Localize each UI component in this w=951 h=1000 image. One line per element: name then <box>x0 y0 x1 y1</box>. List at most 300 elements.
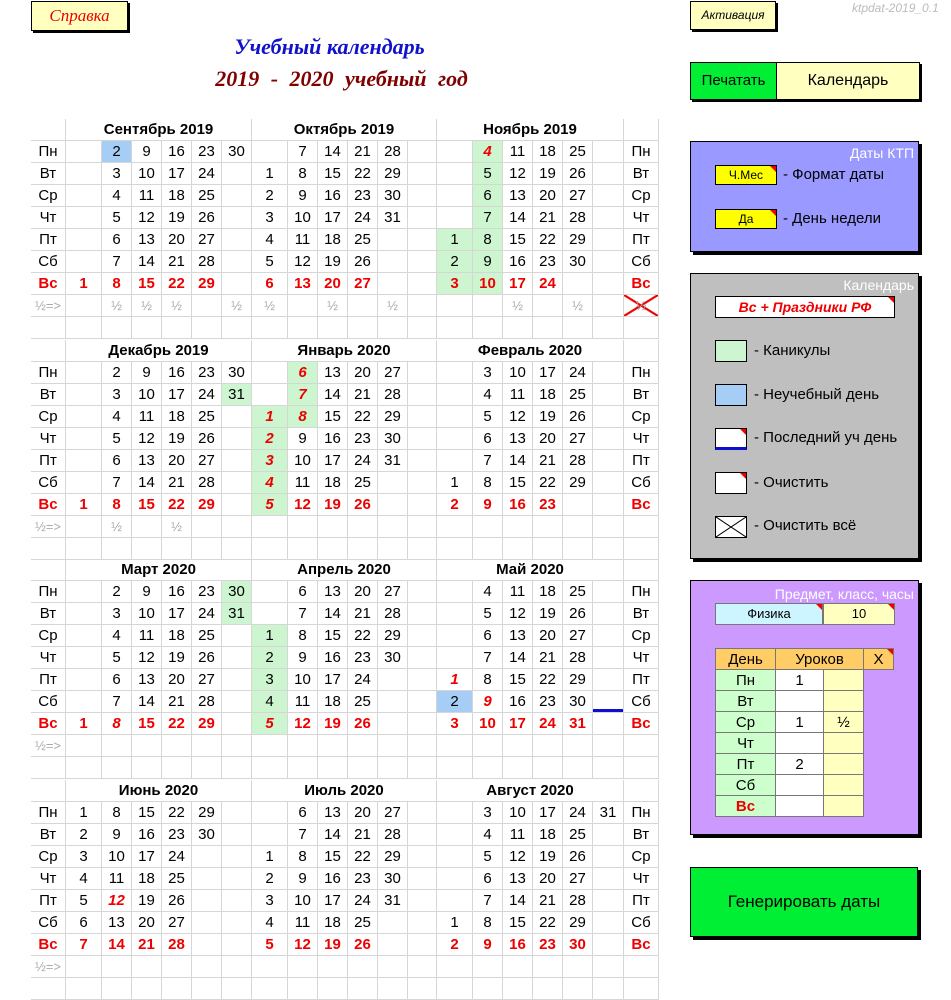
lessons-input[interactable] <box>776 733 824 754</box>
day-cell[interactable]: 2 <box>102 141 132 163</box>
blank-cell[interactable] <box>318 317 348 339</box>
half-cell[interactable]: ½ <box>222 295 252 317</box>
weekday-label-right[interactable]: Сб <box>624 251 659 273</box>
day-cell[interactable]: 30 <box>378 185 408 207</box>
day-cell[interactable]: 13 <box>503 185 533 207</box>
blank-cell[interactable] <box>437 317 473 339</box>
day-cell[interactable] <box>66 603 102 625</box>
day-cell[interactable]: 12 <box>288 494 318 516</box>
day-cell[interactable] <box>66 384 102 406</box>
half-lesson-input[interactable]: ½ <box>824 712 864 733</box>
day-cell[interactable]: 31 <box>378 207 408 229</box>
half-cell[interactable] <box>66 516 102 538</box>
weekday-dropdown[interactable]: Да <box>715 209 777 229</box>
day-cell[interactable]: 8 <box>473 229 503 251</box>
day-cell[interactable] <box>437 868 473 890</box>
day-cell[interactable]: 13 <box>132 669 162 691</box>
day-cell[interactable]: 1 <box>66 494 102 516</box>
day-cell[interactable]: 22 <box>533 472 563 494</box>
weekday-label-right[interactable]: Ср <box>624 625 659 647</box>
day-cell[interactable] <box>222 207 252 229</box>
day-cell[interactable]: 22 <box>348 163 378 185</box>
half-cell[interactable] <box>252 735 288 757</box>
weekday-label-left[interactable]: Сб <box>31 472 66 494</box>
day-cell[interactable]: 5 <box>252 251 288 273</box>
day-cell[interactable] <box>437 802 473 824</box>
lastday-swatch[interactable] <box>715 428 747 450</box>
day-cell[interactable] <box>192 934 222 956</box>
half-cell-crossed[interactable]: ½ <box>624 295 659 317</box>
day-cell[interactable]: 13 <box>132 229 162 251</box>
day-cell[interactable] <box>66 251 102 273</box>
day-cell[interactable]: 20 <box>348 581 378 603</box>
day-cell[interactable]: 15 <box>132 273 162 295</box>
blank-cell[interactable] <box>132 538 162 560</box>
day-cell[interactable] <box>408 273 437 295</box>
day-cell[interactable]: 6 <box>288 802 318 824</box>
day-cell[interactable]: 4 <box>102 185 132 207</box>
half-row-right[interactable] <box>624 735 659 757</box>
weekday-label-left[interactable]: Чт <box>31 428 66 450</box>
day-cell[interactable]: 10 <box>503 802 533 824</box>
day-cell[interactable]: 25 <box>563 141 593 163</box>
day-cell[interactable] <box>66 207 102 229</box>
weekday-label-right[interactable]: Пн <box>624 141 659 163</box>
day-cell[interactable]: 10 <box>102 846 132 868</box>
blank-row[interactable] <box>31 538 66 560</box>
half-cell[interactable] <box>473 295 503 317</box>
day-cell[interactable]: 22 <box>348 625 378 647</box>
month-header[interactable]: Апрель 2020 <box>252 559 437 581</box>
day-cell[interactable] <box>408 713 437 735</box>
day-cell[interactable] <box>378 494 408 516</box>
month-header[interactable]: Август 2020 <box>437 780 624 802</box>
day-cell[interactable] <box>222 428 252 450</box>
day-cell[interactable] <box>222 450 252 472</box>
weekday-label-left[interactable]: Вс <box>31 494 66 516</box>
day-cell[interactable] <box>222 163 252 185</box>
blank-cell[interactable] <box>288 538 318 560</box>
lessons-input[interactable] <box>776 691 824 712</box>
day-cell[interactable]: 28 <box>563 890 593 912</box>
day-cell[interactable]: 5 <box>102 428 132 450</box>
day-cell[interactable]: 10 <box>503 362 533 384</box>
blank-cell[interactable] <box>162 538 192 560</box>
day-cell[interactable]: 19 <box>318 494 348 516</box>
day-cell[interactable]: 27 <box>192 229 222 251</box>
half-cell[interactable] <box>192 295 222 317</box>
day-cell[interactable]: 21 <box>348 384 378 406</box>
day-cell[interactable]: 29 <box>192 273 222 295</box>
weekday-label-left[interactable]: Ср <box>31 185 66 207</box>
day-cell[interactable]: 29 <box>563 229 593 251</box>
day-cell[interactable]: 4 <box>252 472 288 494</box>
day-cell[interactable]: 1 <box>252 625 288 647</box>
day-cell[interactable]: 22 <box>533 229 563 251</box>
day-cell[interactable]: 17 <box>533 802 563 824</box>
day-cell[interactable]: 7 <box>473 450 503 472</box>
blank-row-right[interactable] <box>624 757 659 779</box>
half-lesson-input[interactable] <box>824 691 864 712</box>
month-header[interactable]: Сентябрь 2019 <box>66 119 252 141</box>
day-cell[interactable]: 23 <box>348 647 378 669</box>
blank-cell[interactable] <box>473 978 503 1000</box>
day-cell[interactable]: 11 <box>503 824 533 846</box>
day-cell[interactable]: 27 <box>563 625 593 647</box>
day-cell[interactable] <box>378 229 408 251</box>
day-cell[interactable] <box>408 824 437 846</box>
day-cell[interactable] <box>437 603 473 625</box>
blank-cell[interactable] <box>192 538 222 560</box>
day-cell[interactable] <box>222 912 252 934</box>
half-cell[interactable] <box>593 295 624 317</box>
day-cell[interactable] <box>222 273 252 295</box>
month-header[interactable]: Декабрь 2019 <box>66 340 252 362</box>
half-cell[interactable] <box>132 956 162 978</box>
day-cell[interactable] <box>252 824 288 846</box>
day-cell[interactable]: 21 <box>348 824 378 846</box>
half-cell[interactable] <box>132 516 162 538</box>
weekday-label-right[interactable]: Пн <box>624 362 659 384</box>
blank-cell[interactable] <box>318 538 348 560</box>
blank-cell[interactable] <box>102 757 132 779</box>
day-cell[interactable]: 10 <box>132 163 162 185</box>
day-cell[interactable]: 22 <box>348 846 378 868</box>
weekday-label-right[interactable]: Вт <box>624 824 659 846</box>
day-cell[interactable]: 23 <box>348 185 378 207</box>
day-cell[interactable]: 9 <box>473 691 503 713</box>
day-cell[interactable] <box>222 647 252 669</box>
day-cell[interactable]: 18 <box>132 868 162 890</box>
day-cell[interactable]: 17 <box>318 669 348 691</box>
day-cell[interactable]: 26 <box>348 713 378 735</box>
day-cell[interactable]: 4 <box>252 912 288 934</box>
day-cell[interactable] <box>66 647 102 669</box>
date-format-dropdown[interactable]: Ч.Мес <box>715 165 777 185</box>
day-cell[interactable] <box>593 362 624 384</box>
day-cell[interactable]: 4 <box>102 625 132 647</box>
day-cell[interactable]: 15 <box>503 229 533 251</box>
blank-cell[interactable] <box>318 757 348 779</box>
day-cell[interactable]: 6 <box>288 581 318 603</box>
day-cell[interactable]: 9 <box>288 185 318 207</box>
day-cell[interactable]: 17 <box>318 207 348 229</box>
day-cell[interactable] <box>408 185 437 207</box>
day-cell[interactable]: 19 <box>162 428 192 450</box>
day-cell[interactable]: 22 <box>348 406 378 428</box>
day-cell[interactable]: 24 <box>563 802 593 824</box>
day-cell[interactable]: 23 <box>192 581 222 603</box>
day-cell[interactable]: 23 <box>533 934 563 956</box>
day-cell[interactable]: 20 <box>533 625 563 647</box>
day-cell[interactable]: 18 <box>162 625 192 647</box>
lessons-input[interactable]: 1 <box>776 712 824 733</box>
day-cell[interactable] <box>222 846 252 868</box>
half-cell[interactable]: ½ <box>102 516 132 538</box>
day-cell[interactable]: 18 <box>533 824 563 846</box>
day-cell[interactable]: 1 <box>437 472 473 494</box>
blank-cell[interactable] <box>348 978 378 1000</box>
day-cell[interactable]: 1 <box>66 273 102 295</box>
day-cell[interactable]: 14 <box>102 934 132 956</box>
weekday-label-right[interactable]: Сб <box>624 691 659 713</box>
blank-cell[interactable] <box>473 317 503 339</box>
day-cell[interactable]: 15 <box>503 472 533 494</box>
half-cell[interactable] <box>252 956 288 978</box>
weekday-label-right[interactable]: Чт <box>624 647 659 669</box>
weekday-label-right[interactable]: Вс <box>624 934 659 956</box>
day-cell[interactable]: 11 <box>288 472 318 494</box>
day-cell[interactable]: 30 <box>563 691 593 713</box>
day-cell[interactable] <box>593 450 624 472</box>
day-cell[interactable]: 1 <box>252 846 288 868</box>
day-cell[interactable]: 19 <box>318 934 348 956</box>
blank-row-right[interactable] <box>624 317 659 339</box>
day-cell[interactable]: 24 <box>348 207 378 229</box>
weekday-label-left[interactable]: Пт <box>31 450 66 472</box>
day-cell[interactable]: 8 <box>102 713 132 735</box>
grid-corner-left[interactable] <box>31 780 66 802</box>
day-cell[interactable]: 23 <box>192 362 222 384</box>
day-cell[interactable]: 3 <box>473 362 503 384</box>
day-cell[interactable] <box>222 802 252 824</box>
day-cell[interactable]: 10 <box>288 890 318 912</box>
weekday-label-right[interactable]: Ср <box>624 846 659 868</box>
day-cell[interactable]: 13 <box>503 625 533 647</box>
day-cell[interactable]: 9 <box>102 824 132 846</box>
day-cell[interactable]: 12 <box>288 251 318 273</box>
day-cell[interactable]: 21 <box>533 647 563 669</box>
holiday-mode-dropdown[interactable]: Вс + Праздники РФ <box>715 296 895 318</box>
day-cell[interactable]: 31 <box>222 603 252 625</box>
day-cell[interactable] <box>378 669 408 691</box>
day-cell[interactable]: 22 <box>162 802 192 824</box>
half-cell[interactable] <box>378 516 408 538</box>
day-cell[interactable]: 14 <box>503 647 533 669</box>
day-cell[interactable]: 24 <box>348 450 378 472</box>
day-cell[interactable]: 16 <box>503 691 533 713</box>
day-cell[interactable]: 27 <box>563 868 593 890</box>
day-cell[interactable]: 28 <box>563 207 593 229</box>
day-cell[interactable]: 28 <box>192 251 222 273</box>
blank-cell[interactable] <box>378 757 408 779</box>
day-cell[interactable]: 21 <box>162 472 192 494</box>
blank-cell[interactable] <box>533 538 563 560</box>
day-cell[interactable] <box>408 912 437 934</box>
day-cell[interactable] <box>593 934 624 956</box>
day-cell[interactable] <box>66 185 102 207</box>
day-cell[interactable]: 7 <box>102 691 132 713</box>
day-cell[interactable]: 18 <box>162 406 192 428</box>
half-cell[interactable] <box>66 735 102 757</box>
day-cell[interactable] <box>66 163 102 185</box>
day-cell[interactable] <box>408 691 437 713</box>
day-cell[interactable] <box>437 846 473 868</box>
day-cell[interactable] <box>222 251 252 273</box>
day-cell[interactable]: 7 <box>288 384 318 406</box>
blank-cell[interactable] <box>288 978 318 1000</box>
day-cell[interactable]: 31 <box>378 450 408 472</box>
day-cell[interactable]: 18 <box>533 581 563 603</box>
generate-dates-button[interactable]: Генерировать даты <box>690 867 918 937</box>
weekday-label-left[interactable]: Вс <box>31 273 66 295</box>
blank-cell[interactable] <box>437 757 473 779</box>
day-cell[interactable] <box>593 185 624 207</box>
weekday-label-right[interactable]: Сб <box>624 472 659 494</box>
blank-cell[interactable] <box>252 317 288 339</box>
half-row-label[interactable]: ½=> <box>31 735 66 757</box>
day-cell[interactable]: 3 <box>252 450 288 472</box>
day-cell[interactable]: 16 <box>318 185 348 207</box>
day-cell[interactable]: 26 <box>348 494 378 516</box>
blank-cell[interactable] <box>66 317 102 339</box>
day-cell[interactable]: 7 <box>473 647 503 669</box>
day-cell[interactable]: 14 <box>318 603 348 625</box>
day-cell[interactable]: 2 <box>437 494 473 516</box>
day-cell[interactable] <box>378 691 408 713</box>
day-cell[interactable] <box>437 406 473 428</box>
blank-cell[interactable] <box>533 757 563 779</box>
day-cell[interactable]: 19 <box>318 251 348 273</box>
day-cell[interactable]: 16 <box>318 868 348 890</box>
help-button[interactable]: Справка <box>31 1 128 31</box>
half-cell[interactable] <box>473 516 503 538</box>
day-cell[interactable]: 9 <box>288 868 318 890</box>
day-cell[interactable]: 9 <box>473 934 503 956</box>
weekday-label-left[interactable]: Сб <box>31 251 66 273</box>
half-cell[interactable] <box>437 956 473 978</box>
weekday-label-left[interactable]: Сб <box>31 912 66 934</box>
blank-cell[interactable] <box>252 757 288 779</box>
day-cell[interactable] <box>593 251 624 273</box>
day-cell[interactable] <box>408 581 437 603</box>
half-cell[interactable]: ½ <box>563 295 593 317</box>
day-cell[interactable]: 4 <box>473 141 503 163</box>
day-cell[interactable]: 12 <box>132 428 162 450</box>
blank-cell[interactable] <box>408 757 437 779</box>
day-cell[interactable]: 6 <box>473 428 503 450</box>
blank-cell[interactable] <box>288 317 318 339</box>
blank-cell[interactable] <box>503 978 533 1000</box>
day-cell[interactable]: 20 <box>533 868 563 890</box>
day-cell[interactable]: 23 <box>162 824 192 846</box>
day-cell[interactable]: 24 <box>192 603 222 625</box>
day-cell[interactable]: 17 <box>162 384 192 406</box>
half-cell[interactable] <box>222 956 252 978</box>
day-cell[interactable]: 28 <box>378 141 408 163</box>
day-cell[interactable] <box>378 934 408 956</box>
clear-all-swatch[interactable] <box>715 516 747 538</box>
half-cell[interactable] <box>66 295 102 317</box>
day-cell[interactable] <box>593 868 624 890</box>
day-cell[interactable]: 11 <box>503 141 533 163</box>
day-cell[interactable]: 28 <box>563 647 593 669</box>
day-cell[interactable]: 30 <box>563 934 593 956</box>
day-cell[interactable]: 25 <box>348 691 378 713</box>
day-cell[interactable]: 11 <box>503 581 533 603</box>
half-cell[interactable] <box>318 516 348 538</box>
day-cell[interactable] <box>66 669 102 691</box>
blank-cell[interactable] <box>132 317 162 339</box>
half-lesson-input[interactable] <box>824 733 864 754</box>
day-cell[interactable]: 5 <box>473 163 503 185</box>
day-cell[interactable] <box>593 472 624 494</box>
day-cell[interactable] <box>408 890 437 912</box>
day-cell[interactable]: 21 <box>533 450 563 472</box>
day-cell[interactable]: 26 <box>563 163 593 185</box>
blank-cell[interactable] <box>593 317 624 339</box>
day-cell[interactable] <box>222 934 252 956</box>
day-cell[interactable]: 15 <box>318 163 348 185</box>
day-cell[interactable] <box>192 890 222 912</box>
half-cell[interactable] <box>348 295 378 317</box>
day-cell[interactable] <box>408 494 437 516</box>
day-cell[interactable] <box>408 450 437 472</box>
blank-cell[interactable] <box>162 978 192 1000</box>
day-cell[interactable] <box>593 494 624 516</box>
day-cell[interactable]: 7 <box>288 603 318 625</box>
day-cell[interactable]: 15 <box>132 802 162 824</box>
day-cell[interactable]: 24 <box>192 163 222 185</box>
half-cell[interactable] <box>288 516 318 538</box>
day-cell[interactable] <box>437 384 473 406</box>
blank-cell[interactable] <box>563 317 593 339</box>
day-cell[interactable]: 30 <box>378 868 408 890</box>
day-cell[interactable]: 26 <box>563 846 593 868</box>
day-cell[interactable]: 8 <box>102 273 132 295</box>
lessons-input[interactable]: 2 <box>776 754 824 775</box>
day-cell[interactable]: 19 <box>533 406 563 428</box>
day-cell[interactable] <box>408 384 437 406</box>
day-cell[interactable]: 4 <box>66 868 102 890</box>
day-cell[interactable]: 13 <box>318 581 348 603</box>
day-cell[interactable]: 18 <box>318 691 348 713</box>
day-cell[interactable] <box>192 868 222 890</box>
blank-cell[interactable] <box>252 538 288 560</box>
blank-cell[interactable] <box>102 317 132 339</box>
day-cell[interactable]: 29 <box>563 669 593 691</box>
day-cell[interactable]: 16 <box>132 824 162 846</box>
day-cell[interactable]: 3 <box>473 802 503 824</box>
day-cell[interactable]: 30 <box>222 362 252 384</box>
day-cell[interactable] <box>222 185 252 207</box>
day-cell[interactable]: 10 <box>132 603 162 625</box>
day-cell[interactable]: 4 <box>102 406 132 428</box>
half-cell[interactable] <box>437 295 473 317</box>
day-cell[interactable]: 23 <box>533 251 563 273</box>
day-cell[interactable]: 3 <box>252 669 288 691</box>
day-cell[interactable]: 11 <box>132 406 162 428</box>
day-cell[interactable]: 16 <box>503 934 533 956</box>
day-cell[interactable]: 16 <box>162 141 192 163</box>
day-cell[interactable]: 10 <box>132 384 162 406</box>
day-cell[interactable] <box>408 406 437 428</box>
day-cell[interactable]: 21 <box>132 934 162 956</box>
day-cell[interactable] <box>593 273 624 295</box>
half-cell[interactable] <box>473 956 503 978</box>
day-cell[interactable] <box>593 691 624 713</box>
day-cell[interactable]: 16 <box>162 362 192 384</box>
day-cell[interactable] <box>437 581 473 603</box>
day-cell[interactable]: 10 <box>288 207 318 229</box>
weekday-label-right[interactable]: Пт <box>624 450 659 472</box>
blank-cell[interactable] <box>503 317 533 339</box>
day-cell[interactable]: 24 <box>192 384 222 406</box>
day-cell[interactable] <box>222 868 252 890</box>
half-cell[interactable] <box>102 735 132 757</box>
day-cell[interactable]: 20 <box>318 273 348 295</box>
day-cell[interactable]: 21 <box>162 691 192 713</box>
